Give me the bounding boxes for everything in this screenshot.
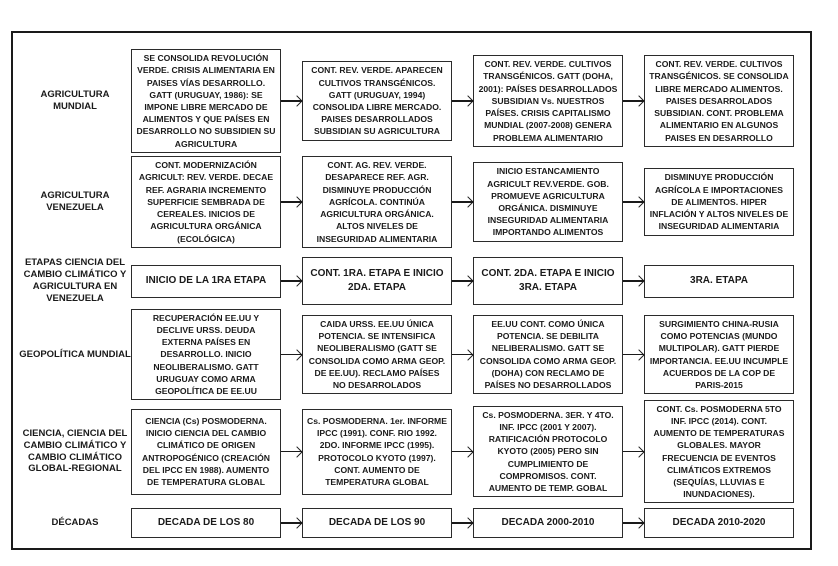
flow-box: Cs. POSMODERNA. 1er. INFORME IPCC (1991). CONF. RIO 1992. 2DO. INFORME IPCC (1995). PROTOCOLO KYOTO (1997). CONT. AUMENTO DE TEMPERATURA GLOBAL bbox=[302, 409, 452, 495]
arrow-right-icon bbox=[452, 354, 473, 356]
arrow-right-icon bbox=[281, 280, 302, 282]
flow-box: CONT. 1RA. ETAPA E INICIO 2DA. ETAPA bbox=[302, 257, 452, 305]
arrow-right-icon bbox=[452, 280, 473, 282]
arrow-right-icon bbox=[623, 354, 644, 356]
row-label: CIENCIA, CIENCIA DEL CAMBIO CLIMÁTICO Y CAMBIO CLIMÁTICO GLOBAL-REGIONAL bbox=[22, 427, 128, 475]
flow-box: CONT. Cs. POSMODERNA 5TO INF. IPCC (2014). CONT. AUMENTO DE TEMPERATURAS GLOBALES. MAYOR FRECUENCIA DE EVENTOS CLIMÁTICOS EXTREMOS (SEQUÍAS, LLUVIAS E INUNDACIONES). bbox=[644, 400, 794, 504]
row-cells bbox=[131, 49, 798, 153]
arrow-right-icon bbox=[623, 522, 644, 524]
arrow-right-icon bbox=[452, 100, 473, 102]
row-ciencia-cambio-climatico bbox=[13, 404, 810, 499]
row-cells bbox=[131, 156, 798, 247]
row-label: GEOPOLÍTICA MUNDIAL bbox=[19, 348, 131, 360]
arrow-right-icon bbox=[281, 522, 302, 524]
flow-box: RECUPERACIÓN EE.UU Y DECLIVE URSS. DEUDA EXTERNA PAÍSES EN DESARROLLO. INICIO NEOLIBERALISMO. GATT URUGUAY COMO ARMA GEOPOLÍTICA DE EE.UU bbox=[131, 309, 281, 400]
flow-box: DECADA DE LOS 90 bbox=[302, 508, 452, 538]
row-agricultura-mundial bbox=[13, 50, 810, 152]
flow-box: CONT. REV. VERDE. CULTIVOS TRANSGÉNICOS. GATT (DOHA, 2001): PAÍSES DESARROLLADOS SUBSIDIAN Vs. NUESTROS PAÍSES. CRISIS CAPITALISMO MUNDIAL (2007-2008) GENERA PROBLEMA ALIMENTARIO bbox=[473, 55, 623, 146]
flow-box: CONT. REV. VERDE. APARECEN CULTIVOS TRANSGÉNICOS. GATT (URUGUAY, 1994) CONSOLIDA LIBRE MERCADO. PAISES DESARROLLADOS SUBSIDIAN SU AGRICULTURA bbox=[302, 61, 452, 140]
arrow-right-icon bbox=[452, 451, 473, 453]
arrow-right-icon bbox=[623, 451, 644, 453]
row-agricultura-venezuela bbox=[13, 156, 810, 248]
flow-box: EE.UU CONT. COMO ÚNICA POTENCIA. SE DEBILITA NELIBERALISMO. GATT SE CONSOLIDA COMO ARMA GEOP. (DOHA) CON RECLAMO DE PAÍSES NO DESARROLLADOS bbox=[473, 315, 623, 394]
row-etapas-ciencia bbox=[13, 257, 810, 305]
flow-box: 3RA. ETAPA bbox=[644, 265, 794, 298]
flow-box: CAIDA URSS. EE.UU ÚNICA POTENCIA. SE INTENSIFICA NEOLIBERALISMO (GATT SE CONSOLIDA COMO ARMA GEOP. DE EE.UU). RECLAMO PAÍSES NO DESARROLADOS bbox=[302, 315, 452, 394]
flow-box: DECADA 2000-2010 bbox=[473, 508, 623, 538]
row-cells bbox=[131, 309, 798, 400]
row-label: DÉCADAS bbox=[51, 517, 99, 529]
arrow-right-icon bbox=[281, 100, 302, 102]
row-cells bbox=[131, 508, 798, 538]
flow-box: CIENCIA (Cs) POSMODERNA. INICIO CIENCIA DEL CAMBIO CLIMÁTICO DE ORIGEN ANTROPOGÉNICO (CREACIÓN DEL IPCC EN 1988). AUMENTO DE TEMPERATURA GLOBAL bbox=[131, 409, 281, 495]
flow-box: SURGIMIENTO CHINA-RUSIA COMO POTENCIAS (MUNDO MULTIPOLAR). GATT PIERDE IMPORTANCIA. EE.UU INCUMPLE ACUERDOS DE LA COP DE PARIS-2015 bbox=[644, 315, 794, 394]
flow-box: INICIO ESTANCAMIENTO AGRICULT REV.VERDE. GOB. PROMUEVE AGRICULTURA ORGÁNICA. DISMINUYE INSEGURIDAD ALIMENTARIA IMPORTANDO ALIMENTOS bbox=[473, 162, 623, 241]
arrow-right-icon bbox=[623, 280, 644, 282]
arrow-right-icon bbox=[623, 100, 644, 102]
row-cells bbox=[131, 257, 798, 305]
row-label: AGRICULTURA MUNDIAL bbox=[40, 89, 110, 112]
flow-box: DISMINUYE PRODUCCIÓN AGRÍCOLA E IMPORTACIONES DE ALIMENTOS. HIPER INFLACIÓN Y ALTOS NIVELES DE INSEGURIDAD ALIMENTARIA bbox=[644, 168, 794, 235]
flow-box: CONT. 2DA. ETAPA E INICIO 3RA. ETAPA bbox=[473, 257, 623, 305]
flow-box: DECADA DE LOS 80 bbox=[131, 508, 281, 538]
row-label: AGRICULTURA VENEZUELA bbox=[40, 190, 110, 213]
arrow-right-icon bbox=[281, 354, 302, 356]
arrow-right-icon bbox=[281, 451, 302, 453]
flow-box: CONT. AG. REV. VERDE. DESAPARECE REF. AGR. DISMINUYE PRODUCCIÓN AGRÍCOLA. CONTINÚA AGRICULTURA ORGÁNICA. ALTOS NIVELES DE INSEGURIDAD ALIMENTARIA bbox=[302, 156, 452, 247]
flow-box: CONT. REV. VERDE. CULTIVOS TRANSGÉNICOS. SE CONSOLIDA LIBRE MERCADO ALIMENTOS. PAISES DESARROLADOS SUBSIDIAN. CONT. PROBLEMA ALIMENTARIO EN ALGUNOS PAISES EN DESARROLLO bbox=[644, 55, 794, 146]
row-cells bbox=[131, 400, 798, 504]
flow-box: CONT. MODERNIZACIÓN AGRICULT: REV. VERDE. DECAE REF. AGRARIA INCREMENTO SUPERFICIE SEMBRADA DE CEREALES. INICIOS DE AGRICULTURA ORGÁNICA (ECOLÓGICA) bbox=[131, 156, 281, 247]
arrow-right-icon bbox=[623, 201, 644, 203]
flow-box: SE CONSOLIDA REVOLUCIÓN VERDE. CRISIS ALIMENTARIA EN PAISES VÍAS DESARROLLO. GATT (URUGUAY, 1986): SE IMPONE LIBRE MERCADO DE ALIMENTOS Y QUE PAÍSES EN DESARROLLO NO SUBSIDIEN SU AGRICULTURA bbox=[131, 49, 281, 153]
row-decadas bbox=[13, 507, 810, 539]
arrow-right-icon bbox=[452, 201, 473, 203]
diagram-frame bbox=[11, 31, 812, 550]
arrow-right-icon bbox=[281, 201, 302, 203]
arrow-right-icon bbox=[452, 522, 473, 524]
row-label: ETAPAS CIENCIA DEL CAMBIO CLIMÁTICO Y AGRICULTURA EN VENEZUELA bbox=[23, 257, 127, 304]
flow-box: Cs. POSMODERNA. 3ER. Y 4TO. INF. IPCC (2001 Y 2007). RATIFICACIÓN PROTOCOLO KYOTO (2005) PERO SIN CUMPLIMIENTO DE COMPROMISOS. CONT. AUMENTO DE TEMP. GOBAL bbox=[473, 406, 623, 497]
row-geopolitica-mundial bbox=[13, 314, 810, 395]
flow-box: INICIO DE LA 1RA ETAPA bbox=[131, 265, 281, 298]
flow-box: DECADA 2010-2020 bbox=[644, 508, 794, 538]
